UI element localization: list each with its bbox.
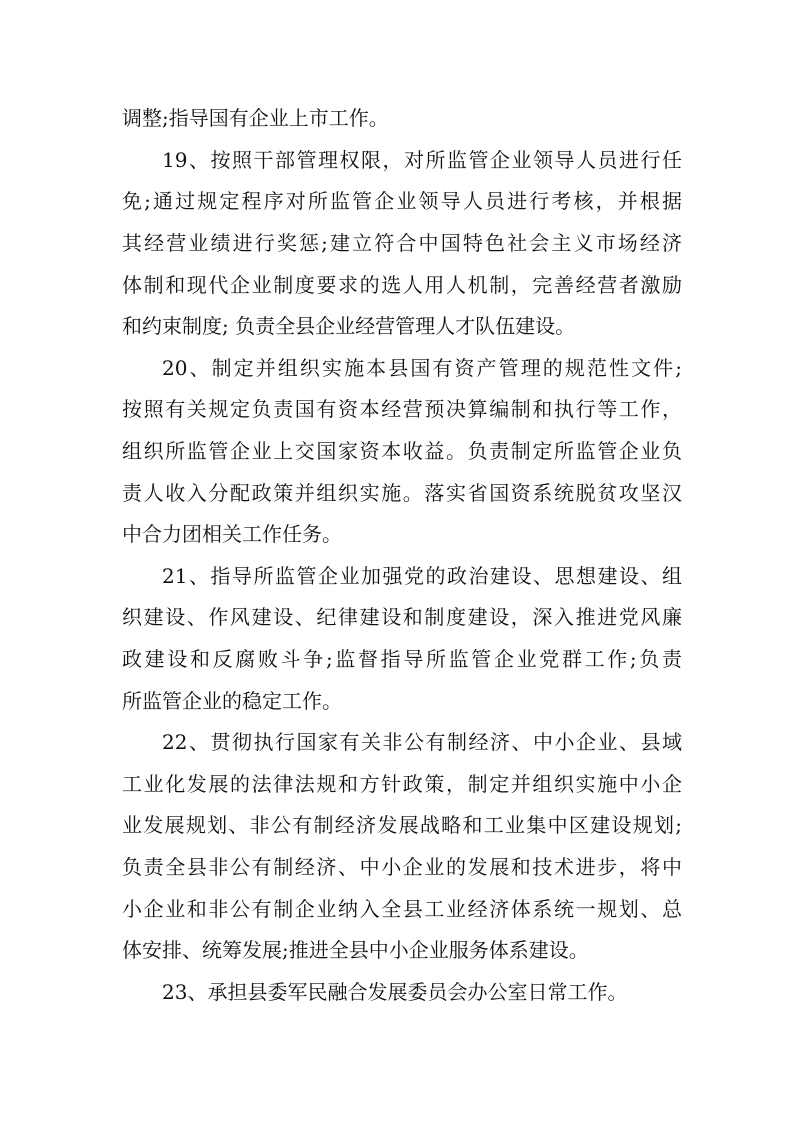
- text-line: 政建设和反腐败斗争;监督指导所监管企业党群工作;负责: [122, 647, 682, 671]
- text-line: 和约束制度; 负责全县企业经营管理人才队伍建设。: [122, 314, 576, 338]
- text-line: 23、承担县委军民融合发展委员会办公室日常工作。: [162, 980, 628, 1004]
- text-line: 工业化发展的法律法规和方针政策，制定并组织实施中小企: [122, 772, 682, 796]
- text-line: 组织所监管企业上交国家资本收益。负责制定所监管企业负: [122, 439, 682, 463]
- text-line: 业发展规划、非公有制经济发展战略和工业集中区建设规划;: [122, 813, 682, 837]
- text-line: 责人收入分配政策并组织实施。落实省国资系统脱贫攻坚汉: [122, 481, 682, 505]
- text-line: 小企业和非公有制企业纳入全县工业经济体系统一规划、总: [122, 897, 682, 921]
- text-line: 织建设、作风建设、纪律建设和制度建设，深入推进党风廉: [122, 605, 682, 629]
- text-line: 免;通过规定程序对所监管企业领导人员进行考核，并根据: [122, 189, 682, 213]
- text-line: 所监管企业的稳定工作。: [122, 689, 342, 713]
- text-line: 负责全县非公有制经济、中小企业的发展和技术进步，将中: [122, 855, 682, 879]
- text-line: 体制和现代企业制度要求的选人用人机制，完善经营者激励: [122, 273, 682, 297]
- text-line: 按照有关规定负责国有资本经营预决算编制和执行等工作，: [122, 397, 682, 421]
- text-line: 体安排、统筹发展;推进全县中小企业服务体系建设。: [122, 938, 589, 962]
- text-line: 19、按照干部管理权限，对所监管企业领导人员进行任: [162, 148, 682, 172]
- text-line: 调整;指导国有企业上市工作。: [122, 106, 389, 130]
- text-line: 20、制定并组织实施本县国有资产管理的规范性文件;: [162, 356, 682, 380]
- text-line: 21、指导所监管企业加强党的政治建设、思想建设、组: [162, 564, 682, 588]
- text-line: 22、贯彻执行国家有关非公有制经济、中小企业、县域: [162, 730, 682, 754]
- text-line: 其经营业绩进行奖惩;建立符合中国特色社会主义市场经济: [122, 231, 682, 255]
- text-line: 中合力团相关工作任务。: [122, 522, 342, 546]
